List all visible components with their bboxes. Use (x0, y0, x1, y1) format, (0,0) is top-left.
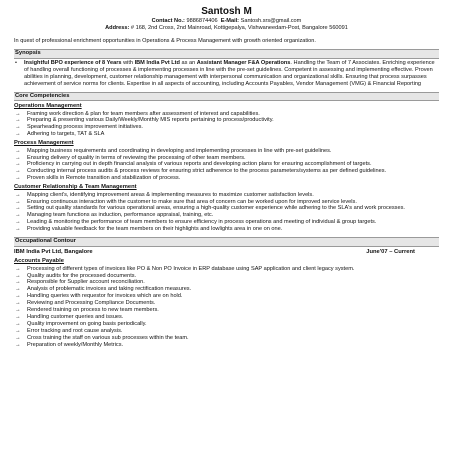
list-item-text: Handling queries with requestor for invoices which are on hold. (27, 293, 183, 300)
competency-group-title: Operations Management (14, 103, 82, 109)
address-text: # 168, 2nd Cross, 2nd Mainroad, Kottigepalya, Vishwaneedam-Post, Bangalore 560091 (130, 25, 348, 31)
list-item (14, 161, 439, 168)
arrow-bullet-icon: → (15, 341, 21, 348)
contact-label: Contact No.: (151, 18, 185, 24)
list-item (14, 175, 439, 182)
competency-group-title: Process Management (14, 140, 74, 147)
bullet-icon: • (15, 59, 17, 66)
arrow-bullet-icon: → (15, 265, 21, 272)
arrow-bullet-icon: → (15, 212, 21, 219)
employment-period: June'07 – Current (366, 248, 415, 255)
list-item-text: Proven skills in Remote transition and stabilization of process. (27, 175, 181, 182)
competency-group-list (14, 148, 439, 183)
list-item-text: Framing work direction & plan for team members after assessment of interest and capabilities. (27, 110, 260, 117)
list-item (14, 300, 439, 307)
list-item (14, 199, 439, 206)
list-item (14, 335, 439, 342)
arrow-bullet-icon: → (15, 154, 21, 161)
accounts-payable-list (14, 266, 439, 349)
list-item (14, 266, 439, 273)
arrow-bullet-icon: → (15, 117, 21, 124)
address-line (14, 25, 439, 32)
career-objective: In quest of professional enrichment opportunities in Operations & Process Management with growth oriented organization. (14, 38, 316, 44)
list-item-text: Proficiency in carrying out in depth financial analysis of various reports and developing action plans for ensuring accomplishment of targets. (27, 161, 372, 168)
arrow-bullet-icon: → (15, 320, 21, 327)
arrow-bullet-icon: → (15, 219, 21, 226)
list-item (14, 273, 439, 280)
email-address: Santosh.srs@gmail.com (240, 18, 302, 24)
competency-group-list (14, 192, 439, 233)
list-item (14, 307, 439, 314)
arrow-bullet-icon: → (15, 198, 21, 205)
list-item (14, 155, 439, 162)
arrow-bullet-icon: → (15, 279, 21, 286)
list-item-text: Mapping client's, identifying improvement areas & implementing measures to maximize customer satisfaction levels. (27, 191, 314, 198)
arrow-bullet-icon: → (15, 272, 21, 279)
arrow-bullet-icon: → (15, 147, 21, 154)
arrow-bullet-icon: → (15, 168, 21, 175)
list-item-text: Handling customer queries and issues. (27, 313, 124, 320)
list-item (14, 342, 439, 349)
arrow-bullet-icon: → (15, 307, 21, 314)
list-item-text: Leading & monitoring the performance of team members to ensure efficiency in process operations and meeting of individual & group targets. (27, 219, 377, 226)
list-item-text: Rendered training on process to new team members. (27, 307, 159, 314)
subheading-accounts-payable: Accounts Payable (14, 258, 64, 265)
list-item (14, 117, 439, 124)
phone-number: 9886874406 (186, 18, 218, 24)
synopsis-role: Assistant Manager F&A Operations (196, 59, 291, 66)
list-item (14, 168, 439, 175)
candidate-name: Santosh M (201, 6, 252, 17)
arrow-bullet-icon: → (15, 175, 21, 182)
list-item (14, 205, 439, 212)
list-item (14, 279, 439, 286)
list-item-text: Processing of different types of invoices like PO & Non PO Invoice in ERP database using SAP application and client legacy system. (27, 265, 355, 272)
arrow-bullet-icon: → (15, 205, 21, 212)
list-item-text: Adhering to targets, TAT & SLA (27, 131, 105, 138)
list-item-text: Cross training the staff on various sub processes within the team. (27, 334, 189, 341)
arrow-bullet-icon: → (15, 300, 21, 307)
list-item (14, 124, 439, 131)
contact-line (14, 18, 439, 25)
list-item-text: Analysis of problematic invoices and taking rectification measures. (27, 286, 192, 293)
list-item-text: Managing team functions as induction, performance appraisal, training, etc. (27, 212, 214, 219)
competency-group-title: Customer Relationship & Team Management (14, 184, 137, 191)
list-item (14, 328, 439, 335)
list-item (14, 192, 439, 199)
list-item (14, 321, 439, 328)
list-item-text: Setting out quality standards for various operational areas, ensuring a high-quality customer experience while adhering to the SLA's and work processes. (27, 205, 405, 212)
synopsis-lead: Insightful BPO experience of 8 Years (24, 59, 122, 66)
arrow-bullet-icon: → (15, 313, 21, 320)
arrow-bullet-icon: → (15, 131, 21, 138)
arrow-bullet-icon: → (15, 191, 21, 198)
synopsis-paragraph: • Insightful BPO experience of 8 Years with IBM India Pvt Ltd as an Assistant Manager F&A Operations. Handling the Team of 7 Associates. Enriching experience of handling overall functioning of processes & implementing processes in line with the pre-set guidelines. Competent in assessing and implementing effective. Proven abilities in planning, development, customer relationship management with interpersonal communication and organizational skills. Ensuring that process surpasses achievement of service norms for clients. Expertise in all aspects of accounting, including Accounts Payables, Vendor Management (VMG) & Financial Reporting (15, 59, 435, 87)
address-label: Address: (105, 25, 130, 31)
arrow-bullet-icon: → (15, 286, 21, 293)
list-item-text: Responsible for Supplier account reconciliation. (27, 279, 145, 286)
employer-name: IBM India Pvt Ltd, Bangalore (14, 248, 93, 255)
list-item-text: Quality audits for the processed documents. (27, 272, 137, 279)
list-item (14, 131, 439, 138)
email-label: E-Mail: (220, 18, 240, 24)
list-item-text: Ensuring delivery of quality in terms of reviewing the processing of other team members. (27, 154, 246, 161)
list-item-text: Mapping business requirements and coordinating in developing and implementing processes in line with pre-set guidelines. (27, 147, 332, 154)
list-item-text: Spearheading process improvement initiatives. (27, 124, 143, 131)
section-heading-synopsis: Synopsis (14, 49, 439, 59)
employment-row (14, 249, 439, 257)
list-item (14, 212, 439, 219)
list-item-text: Preparation of weekly/Monthly Metrics. (27, 341, 124, 348)
list-item-text: Quality improvement on going basis periodically. (27, 320, 147, 327)
arrow-bullet-icon: → (15, 226, 21, 233)
arrow-bullet-icon: → (15, 124, 21, 131)
list-item (14, 111, 439, 118)
list-item (14, 314, 439, 321)
section-heading-core-competencies: Core Competencies (14, 92, 439, 102)
list-item-text: Error tracking and root cause analysis. (27, 327, 123, 334)
list-item (14, 219, 439, 226)
arrow-bullet-icon: → (15, 293, 21, 300)
list-item (14, 286, 439, 293)
list-item-text: Conducting internal process audits & process reviews for ensuring strict adherence to the process parameters/systems as per defined guidelines. (27, 168, 387, 175)
arrow-bullet-icon: → (15, 110, 21, 117)
arrow-bullet-icon: → (15, 161, 21, 168)
competency-group-list (14, 111, 439, 139)
section-heading-occupational-contour: Occupational Contour (14, 237, 439, 247)
list-item (14, 293, 439, 300)
list-item-text: Reviewing and Processing Compliance Documents. (27, 300, 156, 307)
list-item (14, 226, 439, 233)
arrow-bullet-icon: → (15, 327, 21, 334)
arrow-bullet-icon: → (15, 334, 21, 341)
list-item-text: Ensuring continuous interaction with the customer to make sure that area of concern can be worked upon for improved service levels. (27, 198, 357, 205)
core-competencies-list (14, 103, 439, 233)
synopsis-text: . Handling the Team of 7 Associates. Enriching experience of handling overall functioning of processes & implementing processes in line with the pre-set guidelines. Competent in assessing and implementing effective. Proven abilities in planning, development, customer relationship management with interpersonal communication and organizational skills. Ensuring that process surpasses achievement of service norms for clients. Expertise in all aspects of accounting, including Accounts Payables, Vendor Management (VMG) & Financial Reporting (24, 59, 435, 87)
list-item (14, 148, 439, 155)
list-item-text: Providing valuable feedback for the team members on their highlights and lowlights area in one on one. (27, 226, 283, 233)
synopsis-company: IBM India Pvt Ltd (134, 59, 180, 66)
list-item-text: Preparing & presenting various Daily/Weekly/Monthly MIS reports pertaining to process/productivity. (27, 117, 274, 124)
